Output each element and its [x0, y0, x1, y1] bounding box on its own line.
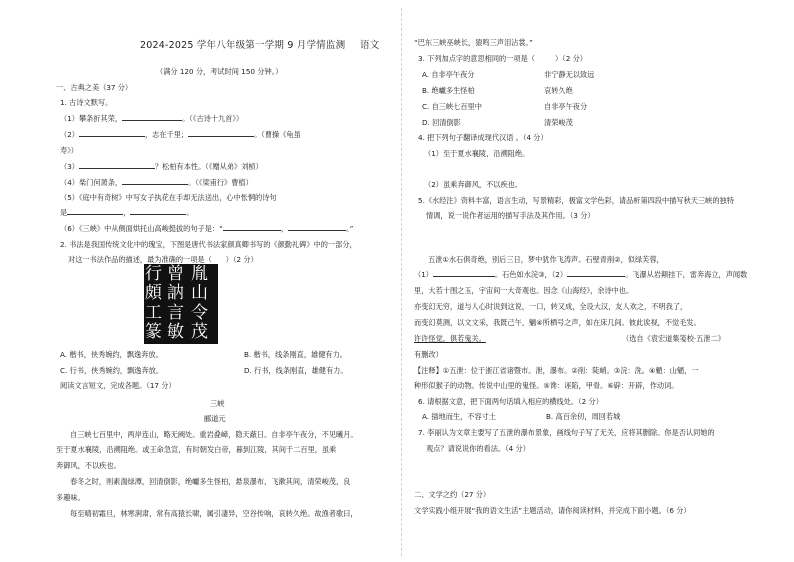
question-7: 7. 李丽认为文章主要写了五泄的瀑布景象，画线句子写了无关，应将其删除。你是否认同她的 [418, 428, 715, 437]
reading-intro: 阅读文言短文，完成各题。（17 分） [60, 381, 176, 390]
q1-item-2: （2） ，志在千里； 。（曹操《龟虽 [60, 130, 301, 139]
answer-blank[interactable] [433, 270, 495, 277]
answer-blank[interactable] [288, 224, 346, 231]
extra-passage-line: 里，大若十围之玉，宇宙间一大奇观也。因念《山海经》，余诗中也。 [414, 286, 634, 295]
calligraphy-char: 行 [145, 264, 162, 284]
q2-option-b[interactable]: B. 楷书，线条刚直，雄健有力。 [244, 350, 347, 359]
question-2: 2. 书法是我国传统文化中的瑰宝，下图是唐代书法家颜真卿书写的《颜勤礼碑》中的一部分， [60, 240, 357, 249]
q6-sentence-b: B. 高百余仞，周回若城 [546, 412, 621, 421]
passage-line: 奔御风，不以疾也。 [56, 461, 121, 470]
q2-option-d[interactable]: D. 行书，线条刚直，雄健有力。 [244, 366, 348, 375]
q3-option-a[interactable]: A. 自非亭午夜分 [422, 70, 475, 79]
answer-blank[interactable] [122, 178, 188, 185]
passage-author: 郦道元 [204, 414, 226, 423]
question-6: 6. 请根据文意，把下面两句话填入相应的横线处。（2 分） [418, 397, 603, 406]
q2-option-a[interactable]: A. 楷书，侠秀婉约，飘逸奔放。 [60, 350, 163, 359]
fisherman-song: “巴东三峡巫峡长，猿鸣三声泪沾裳。” [414, 38, 533, 47]
q3-option-c[interactable]: C. 自三峡七百里中 [422, 102, 482, 111]
answer-blank[interactable] [67, 208, 123, 215]
q2-option-c[interactable]: C. 行书，侠秀婉约，飘逸奔放。 [60, 366, 164, 375]
q6-sentence-a: A. 插地而生，不容寸土 [422, 412, 497, 421]
section-2-intro: 文学实践小组开展“我的语文生活”主题活动，请你阅读材料，并完成下面小题。（6 分） [414, 506, 691, 515]
annotation: 【注释】①五泄：位于浙江省诸暨市。泄，瀑布。②削：陡峭。③浣：洗。④魈：山魈，一 [414, 366, 699, 375]
section-1-heading: 一、古典之美（37 分） [56, 83, 133, 92]
answer-blank[interactable] [188, 130, 254, 137]
calligraphy-char: 敏 [167, 322, 184, 342]
question-4: 4. 把下列句子翻译成现代汉语 。（4 分） [418, 133, 548, 142]
q4-item-2: （2）虽乘奔御风，不以疾也。 [424, 180, 523, 189]
underlined-sentence: 许许怪觉，俱若鬼关。 [414, 334, 486, 343]
column-divider [401, 8, 402, 556]
answer-blank[interactable] [79, 130, 145, 137]
calligraphy-char: 工 [145, 303, 162, 323]
q1-item-2-cont: 寿》） [60, 146, 78, 155]
calligraphy-char: 頗 [145, 283, 162, 303]
q3-option-a-pair: 非宁静无以致远 [544, 70, 595, 79]
q1-item-3: （3） ？松柏有本性。（《赠从弟》刘桢） [60, 162, 263, 171]
q1-item-5-cont: 是 ， 。 [60, 208, 194, 217]
question-2-cont: 对这一书法作品的描述，最为准确的一项是（ ）（2 分） [68, 255, 258, 264]
q1-item-4: （4）柴门何萧条， 。（《梁甫行》曹植） [60, 178, 253, 187]
answer-blank[interactable] [122, 114, 182, 121]
q3-option-d[interactable]: D. 回清倒影 [422, 118, 461, 127]
passage-line: 春冬之时，则素湍绿潭，回清倒影，绝巘多生怪柏，悬泉瀑布，飞漱其间，清荣峻茂，良 [70, 477, 351, 486]
q1-item-1: （1）攀条折其荣， 。（《古诗十九首》） [60, 114, 244, 123]
question-5: 5.《水经注》资料丰富，语言生动，写景精彩，极富文学色彩，请品析第四段中描写秋天三峡的独特 [418, 196, 734, 205]
calligraphy-char: 山 [191, 283, 208, 303]
exam-title: 2024-2025 学年八年级第一学期 9 月学情监测 [140, 40, 346, 51]
extra-passage-line: 而变幻莫测，以文文采，我既己午，魑④所栖号之声，如在床几间。彼此诶视，不觉毛发。 [414, 318, 701, 327]
passage-title: 三峡 [210, 399, 225, 408]
extra-passage-line: （1） 。石色如水浣③，（2） 。飞瀑从岩颠挂下，雷奔海立，声闻数 [414, 270, 748, 279]
passage-line: 至于夏水襄陵，沿溯阻绝。或王命急宣，有时朝发白帝，暮到江陵，其间千二百里，虽乘 [56, 445, 337, 454]
score-note: （满分 120 分，考试时间 150 分钟。） [156, 67, 283, 76]
calligraphy-char: 胤 [191, 264, 208, 284]
answer-blank[interactable] [567, 270, 625, 277]
q1-item-5: （5）《庭中有奇树》中写女子执花在手却无法送出，心中怅惘的诗句 [60, 193, 277, 202]
q3-option-c-pair: 自非亭午夜分 [544, 102, 588, 111]
section-2-heading: 二、文学之约（27 分） [414, 490, 491, 499]
question-5-cont: 情调，说一说作者运用的描写手法及其作用。（3 分） [426, 211, 595, 220]
calligraphy-char: 令 [191, 303, 208, 323]
question-1: 1. 古诗文默写。 [60, 98, 113, 107]
passage-source: （选自《袁宏道集笺校·五泄二》 [622, 334, 725, 343]
q3-option-b[interactable]: B. 绝巘多生怪柏 [422, 86, 475, 95]
answer-blank[interactable] [223, 224, 281, 231]
q1-item-6: （6）《三峡》中从侧面烘托山高峻挺拔的句子是：“ ， 。” [60, 224, 354, 233]
calligraphy-char: 茂 [191, 322, 208, 342]
answer-blank[interactable] [79, 162, 155, 169]
q4-item-1: （1）至于夏水襄陵，沿溯阻绝。 [424, 149, 530, 158]
answer-blank[interactable] [130, 208, 186, 215]
extra-passage-line: 五泄①水石俱奇绝，别后三日，梦中犹作飞涛声。石壁青削②，似绿芙蓉， [428, 255, 664, 264]
calligraphy-image [144, 264, 218, 344]
calligraphy-char: 篆 [145, 322, 162, 342]
calligraphy-char: 曾 [167, 264, 184, 284]
exam-subject: 语文 [360, 40, 380, 51]
passage-source-cont: 有删改） [414, 350, 443, 359]
annotation-cont: 种形似猴子的动物。传说中山里的鬼怪。⑤谗：诬陷，甲骨。⑥辟：开辟，作动词。 [414, 381, 679, 390]
calligraphy-char: 言 [167, 303, 184, 323]
question-3: 3. 下列加点字的意思相同的一项是（ ）（2 分） [418, 54, 587, 63]
question-7-cont: 观点？请说说你的看法。（4 分） [426, 444, 530, 453]
q3-option-b-pair: 哀转久绝 [544, 86, 573, 95]
q3-option-d-pair: 清荣峻茂 [544, 118, 573, 127]
passage-line: 自三峡七百里中，两岸连山，略无阙处。重岩叠嶂，隐天蔽日。自非亭午夜分，不见曦月。 [70, 430, 358, 439]
passage-line: 多趣味。 [56, 493, 85, 502]
passage-line: 每至晴初霜旦，林寒涧肃，常有高猿长啸，属引凄异，空谷传响，哀转久绝。故渔者歌曰， [70, 509, 358, 518]
extra-passage-line: 亦变幻无穷，道与人心时说到这说，一口，转又成，全设大汉，友人欢之，不明我了， [414, 302, 688, 311]
calligraphy-char: 訥 [167, 283, 184, 303]
